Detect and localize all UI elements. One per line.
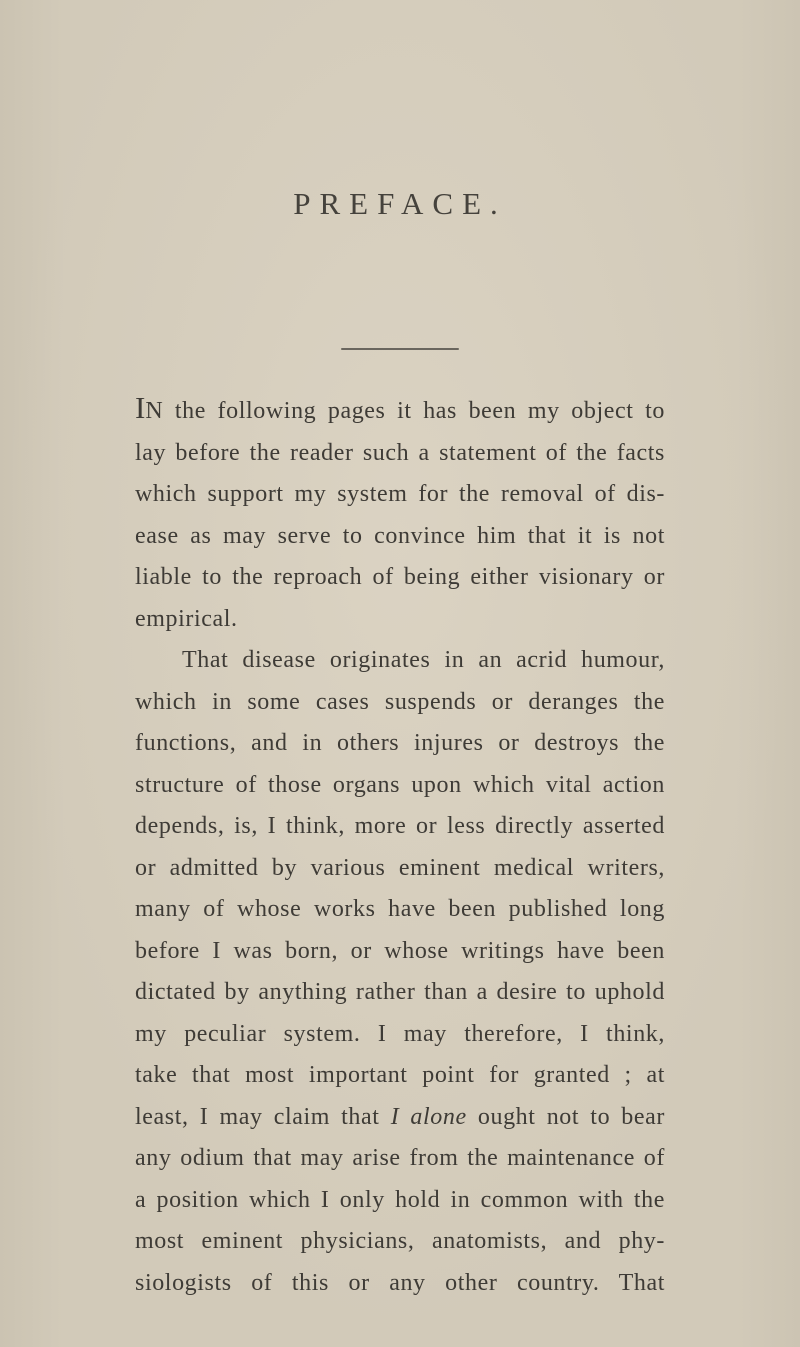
text-line: my peculiar system. I may therefore, I think, — [135, 1020, 665, 1047]
text-line: least, I may claim that I alone ought not to bear — [135, 1103, 666, 1130]
text-line: or admitted by various eminent medical writers, — [135, 854, 665, 881]
drop-cap: I — [135, 390, 146, 425]
text-line: siologists of this or any other country. That — [135, 1269, 665, 1296]
text-line: a position which I only hold in common with the — [135, 1186, 665, 1213]
text-line: take that most important point for granted ; at — [135, 1062, 665, 1088]
text-line: before I was born, or whose writings have been — [135, 937, 665, 964]
text-line: IN the following pages it has been my object to — [135, 390, 665, 425]
text-line: depends, is, I think, more or less directly asserted — [135, 813, 665, 839]
italic-emphasis: I alone — [390, 1103, 467, 1130]
text-line: most eminent physicians, anatomists, and phy- — [135, 1228, 665, 1254]
paragraph-1 — [135, 387, 665, 640]
text-line: empirical. — [135, 605, 238, 632]
text-line: lay before the reader such a statement of the facts — [135, 439, 665, 466]
page-title: PREFACE. — [293, 186, 507, 221]
title-divider — [341, 348, 459, 350]
text-line: many of whose works have been published long — [135, 896, 665, 922]
text-line: liable to the reproach of being either visionary or — [135, 564, 665, 590]
text-line: any odium that may arise from the maintenance of — [135, 1145, 665, 1171]
paragraph-2 — [135, 640, 665, 1304]
text-line: ease as may serve to convince him that it is not — [135, 522, 665, 549]
text-line: That disease originates in an acrid humour, — [182, 647, 665, 673]
text-line: which in some cases suspends or deranges the — [135, 688, 665, 715]
preface-text — [135, 387, 665, 1304]
text-line: structure of those organs upon which vital action — [135, 771, 665, 798]
text-line: which support my system for the removal of dis- — [135, 481, 665, 507]
text-line: functions, and in others injures or destroys the — [135, 730, 665, 756]
text-line: dictated by anything rather than a desire to uphold — [135, 979, 665, 1005]
